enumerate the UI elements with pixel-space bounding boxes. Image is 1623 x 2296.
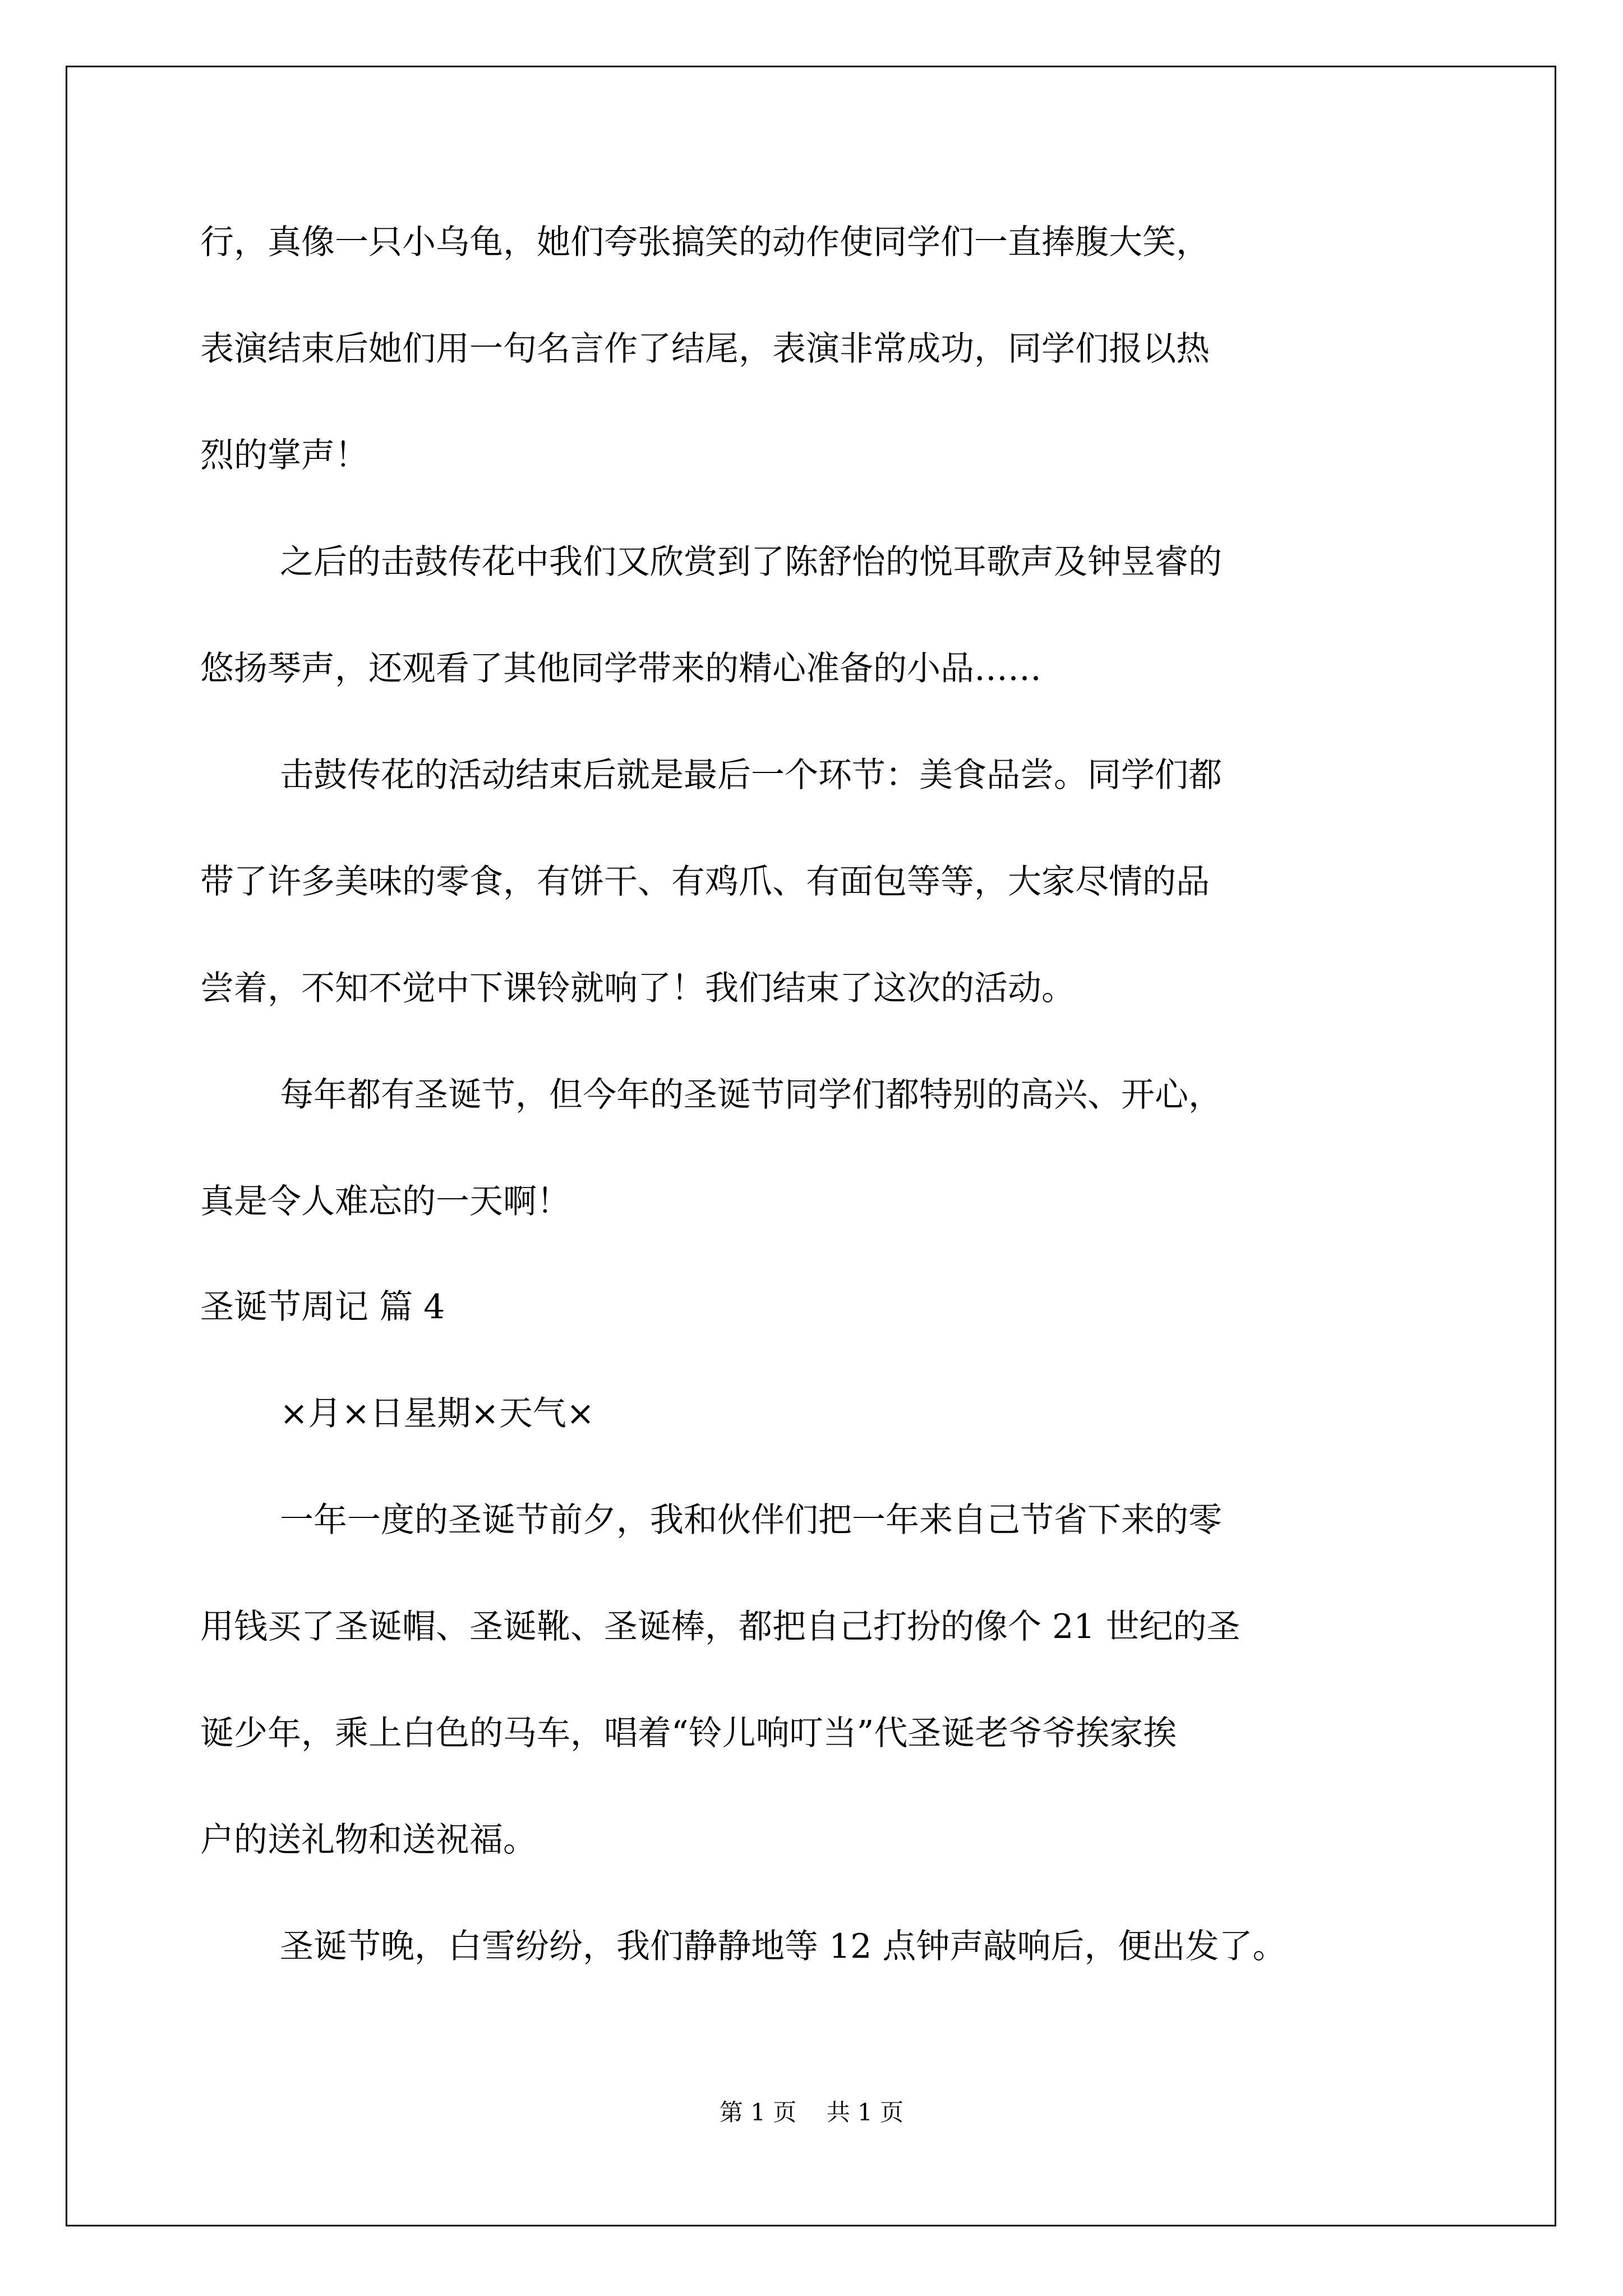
text-line: 烈的掌声！ — [200, 436, 368, 475]
text-line: 带了许多美味的零食，有饼干、有鸡爪、有面包等等，大家尽情的品 — [200, 862, 1210, 901]
text-line: 悠扬琴声，还观看了其他同学带来的精心准备的小品…… — [200, 649, 1041, 688]
text-line: 用钱买了圣诞帽、圣诞靴、圣诞棒，都把自己打扮的像个 21 世纪的圣 — [200, 1607, 1241, 1646]
paragraph-start-line: 每年都有圣诞节，但今年的圣诞节同学们都特别的高兴、开心， — [280, 1075, 1222, 1115]
paragraph-start-line: 击鼓传花的活动结束后就是最后一个环节：美食品尝。同学们都 — [280, 756, 1222, 795]
text-line: 表演结束后她们用一句名言作了结尾，表演非常成功，同学们报以热 — [200, 329, 1210, 369]
text-line: 真是令人难忘的一天啊！ — [200, 1182, 570, 1221]
paragraph-start-line: 之后的击鼓传花中我们又欣赏到了陈舒怡的悦耳歌声及钟昱睿的 — [280, 542, 1222, 582]
text-line: 户的送礼物和送祝福。 — [200, 1820, 537, 1860]
text-line: 行，真像一只小乌龟，她们夸张搞笑的动作使同学们一直捧腹大笑， — [200, 223, 1210, 262]
page-border — [66, 66, 1556, 2226]
section-heading: 圣诞节周记 篇 4 — [200, 1287, 445, 1327]
date-line: ×月×日星期×天气× — [280, 1394, 595, 1433]
page-number-footer: 第 1 页 共 1 页 — [719, 2099, 904, 2126]
text-line: 尝着，不知不觉中下课铃就响了！我们结束了这次的活动。 — [200, 969, 1075, 1008]
text-line: 诞少年，乘上白色的马车，唱着“铃儿响叮当”代圣诞老爷爷挨家挨 — [200, 1714, 1177, 1753]
paragraph-start-line: 一年一度的圣诞节前夕，我和伙伴们把一年来自己节省下来的零 — [280, 1501, 1222, 1540]
paragraph-start-line: 圣诞节晚，白雪纷纷，我们静静地等 12 点钟声敲响后，便出发了。 — [280, 1927, 1287, 1966]
